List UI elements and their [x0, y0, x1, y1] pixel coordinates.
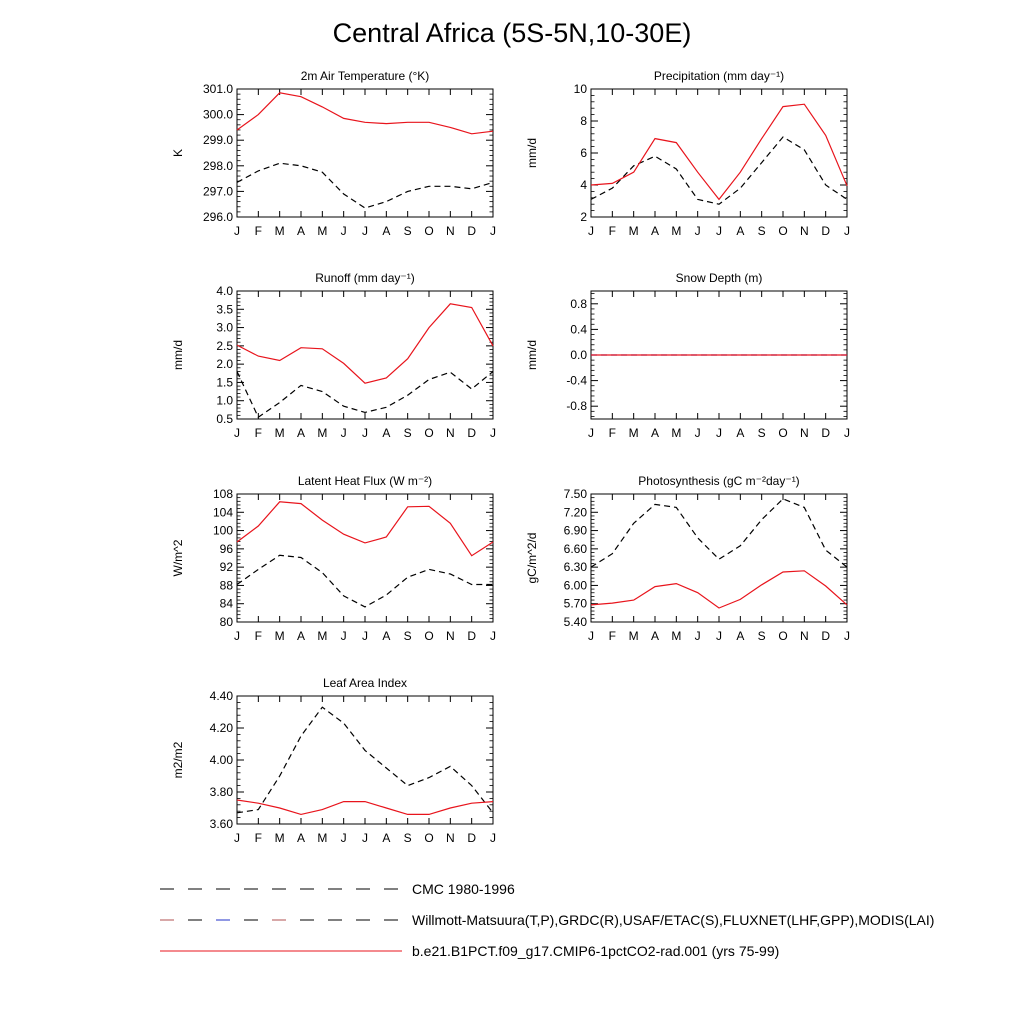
x-tick-label: F — [254, 426, 263, 440]
chart-panel-6 — [525, 474, 850, 643]
y-tick-label: 0.0 — [570, 348, 587, 362]
x-tick-label: N — [445, 831, 455, 845]
x-tick-label: M — [628, 224, 639, 238]
y-tick-label: 84 — [219, 596, 233, 611]
x-tick-label: F — [254, 224, 263, 238]
chart-panel-3 — [171, 271, 496, 440]
plot-frame — [237, 89, 493, 217]
x-tick-label: J — [694, 224, 701, 238]
x-tick-label: M — [274, 426, 285, 440]
x-tick-label: J — [234, 426, 240, 440]
x-tick-label: J — [694, 426, 701, 440]
x-tick-label: J — [340, 629, 347, 643]
x-tick-label: M — [317, 831, 328, 845]
chart-panel-4 — [525, 271, 850, 440]
x-tick-label: F — [254, 831, 263, 845]
x-tick-label: J — [234, 831, 240, 845]
x-tick-label: J — [694, 629, 701, 643]
x-tick-label: A — [736, 629, 745, 643]
y-tick-label: 10 — [573, 82, 587, 96]
x-tick-label: F — [608, 629, 617, 643]
x-tick-label: M — [274, 831, 285, 845]
y-tick-label: 100 — [212, 523, 233, 538]
y-tick-label: 6.00 — [563, 578, 587, 593]
x-tick-label: F — [608, 426, 617, 440]
observation-series-line — [591, 137, 847, 204]
y-tick-label: 5.70 — [563, 596, 587, 611]
y-tick-label: 0.8 — [570, 296, 587, 311]
x-tick-label: J — [490, 831, 496, 845]
x-tick-label: D — [821, 629, 831, 643]
y-tick-label: 6.60 — [563, 541, 587, 556]
x-tick-label: O — [424, 224, 434, 238]
y-tick-label: 2.0 — [216, 357, 233, 372]
x-tick-label: J — [340, 224, 347, 238]
x-tick-label: M — [317, 426, 328, 440]
x-tick-label: O — [778, 426, 788, 440]
x-tick-label: M — [317, 224, 328, 238]
x-tick-label: M — [274, 629, 285, 643]
y-tick-label: 8 — [580, 114, 587, 128]
x-tick-label: F — [254, 629, 263, 643]
y-axis-label: mm/d — [525, 340, 539, 370]
x-tick-label: A — [296, 831, 306, 845]
x-tick-label: N — [445, 426, 455, 440]
y-tick-label: -0.4 — [566, 373, 587, 388]
x-tick-label: M — [671, 224, 682, 238]
x-tick-label: A — [382, 831, 391, 845]
y-tick-label: 80 — [219, 615, 233, 629]
model-series-line — [237, 93, 493, 134]
y-tick-label: 3.5 — [216, 302, 233, 317]
y-tick-label: -0.8 — [566, 399, 587, 414]
x-tick-label: J — [716, 629, 722, 643]
y-tick-label: 296.0 — [202, 210, 233, 224]
panel-title: 2m Air Temperature (°K) — [300, 69, 430, 83]
y-tick-label: 4 — [580, 178, 587, 192]
legend-label: b.e21.B1PCT.f09_g17.CMIP6-1pctCO2-rad.001 (yrs 75-99) — [412, 943, 780, 959]
y-tick-label: 297.0 — [202, 184, 233, 199]
y-tick-label: 2.5 — [216, 338, 233, 353]
x-tick-label: S — [403, 629, 412, 643]
x-tick-label: S — [757, 629, 766, 643]
x-tick-label: J — [340, 426, 347, 440]
plot-frame — [237, 494, 493, 622]
x-tick-label: A — [736, 224, 745, 238]
x-tick-label: J — [716, 426, 722, 440]
y-tick-label: 299.0 — [202, 133, 233, 148]
model-series-line — [591, 571, 847, 608]
y-tick-label: 2 — [580, 210, 587, 224]
model-series-line — [591, 104, 847, 199]
x-tick-label: S — [403, 224, 412, 238]
x-tick-label: J — [362, 629, 368, 643]
y-tick-label: 7.50 — [563, 487, 587, 501]
panel-title: Precipitation (mm day⁻¹) — [653, 69, 785, 83]
panel-title: Leaf Area Index — [322, 676, 408, 690]
x-tick-label: M — [274, 224, 285, 238]
x-tick-label: D — [821, 426, 831, 440]
observation-series-line — [237, 707, 493, 813]
x-tick-label: D — [467, 629, 477, 643]
x-tick-label: D — [467, 831, 477, 845]
x-tick-label: O — [424, 629, 434, 643]
x-tick-label: J — [716, 224, 722, 238]
y-tick-label: 7.20 — [563, 505, 587, 520]
y-tick-label: 301.0 — [202, 82, 233, 96]
x-tick-label: J — [844, 224, 850, 238]
x-tick-label: M — [628, 426, 639, 440]
y-axis-label: K — [171, 148, 185, 158]
legend — [160, 881, 934, 959]
x-tick-label: J — [490, 224, 496, 238]
y-tick-label: 88 — [219, 578, 233, 593]
observation-series-line — [237, 163, 493, 208]
x-tick-label: N — [445, 224, 455, 238]
y-tick-label: 300.0 — [202, 107, 233, 122]
chart-panel-2 — [525, 69, 850, 238]
x-tick-label: J — [490, 426, 496, 440]
y-tick-label: 3.80 — [209, 785, 233, 799]
y-tick-label: 0.5 — [216, 412, 233, 426]
x-tick-label: S — [403, 426, 412, 440]
x-tick-label: J — [340, 831, 347, 845]
legend-label: CMC 1980-1996 — [412, 881, 515, 897]
x-tick-label: J — [362, 426, 368, 440]
main-title: Central Africa (5S-5N,10-30E) — [332, 18, 692, 48]
x-tick-label: N — [799, 224, 809, 238]
y-tick-label: 3.60 — [209, 817, 233, 831]
x-tick-label: A — [382, 629, 391, 643]
observation-series-line — [237, 372, 493, 418]
x-tick-label: M — [671, 426, 682, 440]
panel-title: Latent Heat Flux (W m⁻²) — [297, 474, 433, 488]
x-tick-label: J — [490, 629, 496, 643]
x-tick-label: A — [296, 629, 306, 643]
model-series-line — [237, 800, 493, 814]
legend-label: Willmott-Matsuura(T,P),GRDC(R),USAF/ETAC(S),FLUXNET(LHF,GPP),MODIS(LAI) — [412, 912, 935, 928]
y-tick-label: 4.40 — [209, 689, 233, 703]
x-tick-label: J — [588, 426, 594, 440]
y-tick-label: 6 — [580, 146, 587, 160]
model-series-line — [237, 502, 493, 556]
observation-series-line — [591, 499, 847, 567]
y-tick-label: 4.0 — [216, 284, 233, 298]
plot-frame — [237, 696, 493, 824]
x-tick-label: M — [317, 629, 328, 643]
y-axis-label: W/m^2 — [171, 539, 185, 577]
x-tick-label: A — [382, 224, 391, 238]
x-tick-label: A — [382, 426, 391, 440]
y-tick-label: 1.0 — [216, 393, 233, 408]
x-tick-label: A — [736, 426, 745, 440]
y-axis-label: gC/m^2/d — [525, 532, 539, 584]
x-tick-label: J — [362, 831, 368, 845]
plot-frame — [591, 89, 847, 217]
x-tick-label: M — [628, 629, 639, 643]
y-tick-label: 298.0 — [202, 158, 233, 173]
plot-frame — [237, 291, 493, 419]
y-tick-label: 6.30 — [563, 560, 587, 575]
x-tick-label: D — [467, 224, 477, 238]
y-tick-label: 104 — [212, 505, 233, 520]
y-tick-label: 4.20 — [209, 721, 233, 735]
y-axis-label: mm/d — [525, 138, 539, 168]
panel-title: Runoff (mm day⁻¹) — [315, 271, 415, 285]
y-tick-label: 92 — [219, 560, 233, 575]
y-axis-label: m2/m2 — [171, 741, 185, 779]
chart-panel-5 — [171, 474, 496, 643]
y-tick-label: 108 — [212, 487, 233, 501]
x-tick-label: N — [445, 629, 455, 643]
x-tick-label: J — [362, 224, 368, 238]
x-tick-label: S — [757, 224, 766, 238]
x-tick-label: N — [799, 629, 809, 643]
x-tick-label: J — [588, 224, 594, 238]
x-tick-label: O — [424, 831, 434, 845]
chart-panel-7 — [171, 676, 496, 845]
y-axis-label: mm/d — [171, 340, 185, 370]
y-tick-label: 0.4 — [570, 322, 587, 337]
x-tick-label: J — [588, 629, 594, 643]
x-tick-label: J — [234, 224, 240, 238]
x-tick-label: O — [424, 426, 434, 440]
plot-frame — [591, 494, 847, 622]
y-tick-label: 6.90 — [563, 523, 587, 538]
x-tick-label: J — [844, 426, 850, 440]
x-tick-label: N — [799, 426, 809, 440]
model-series-line — [237, 304, 493, 383]
x-tick-label: D — [821, 224, 831, 238]
x-tick-label: J — [234, 629, 240, 643]
x-tick-label: S — [757, 426, 766, 440]
chart-panel-1 — [171, 69, 496, 238]
x-tick-label: O — [778, 629, 788, 643]
y-tick-label: 96 — [219, 541, 233, 556]
x-tick-label: F — [608, 224, 617, 238]
x-tick-label: M — [671, 629, 682, 643]
x-tick-label: D — [467, 426, 477, 440]
y-tick-label: 5.40 — [563, 615, 587, 629]
y-tick-label: 3.0 — [216, 320, 233, 335]
x-tick-label: A — [650, 629, 660, 643]
x-tick-label: S — [403, 831, 412, 845]
observation-series-line — [237, 555, 493, 607]
y-tick-label: 4.00 — [209, 753, 233, 767]
x-tick-label: A — [650, 426, 660, 440]
panel-title: Snow Depth (m) — [675, 271, 763, 285]
x-tick-label: O — [778, 224, 788, 238]
x-tick-label: A — [650, 224, 660, 238]
x-tick-label: A — [296, 224, 306, 238]
y-tick-label: 1.5 — [216, 375, 233, 390]
x-tick-label: J — [844, 629, 850, 643]
panel-title: Photosynthesis (gC m⁻²day⁻¹) — [638, 474, 800, 488]
x-tick-label: A — [296, 426, 306, 440]
